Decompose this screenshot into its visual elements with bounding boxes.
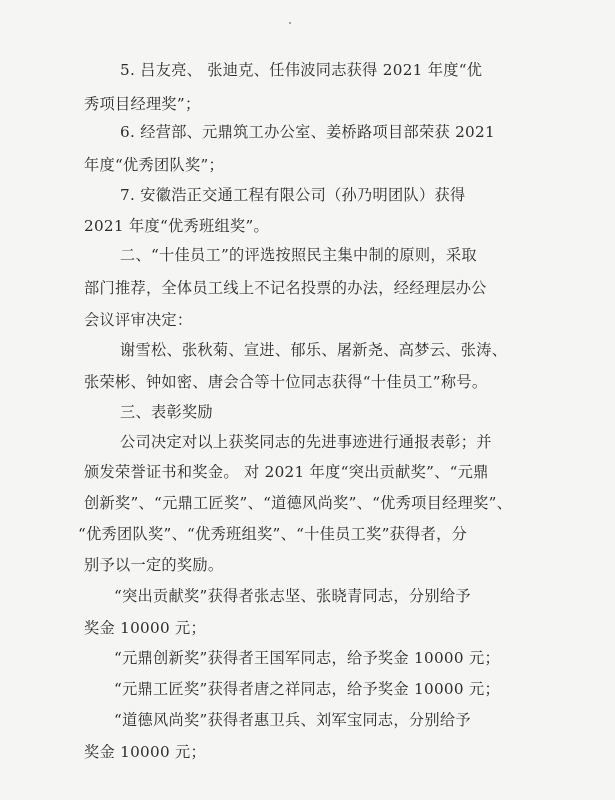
text-line: 创新奖”、“元鼎工匠奖”、“道德风尚奖”、“优秀项目经理奖”、 [84,494,513,512]
text-line: 二、“十佳员工”的评选按照民主集中制的原则，采取 [120,246,477,264]
text-line: 部门推荐，全体员工线上不记名投票的办法，经经理层办公 [84,279,487,297]
text-line: “突出贡献奖”获得者张志坚、张晓青同志，分别给予 [114,587,471,605]
text-line: “元鼎创新奖”获得者王国军同志，给予奖金 10000 元； [114,649,500,667]
text-line: “优秀团队奖”、“优秀班组奖”、“十佳员工奖”获得者，分 [78,525,468,543]
text-line: 2021 年度“优秀班组奖”。 [84,217,270,235]
text-line: 颁发荣誉证书和奖金。 对 2021 年度“突出贡献奖”、“元鼎 [84,463,489,481]
text-line: 7. 安徽浩正交通工程有限公司（孙乃明团队）获得 [120,186,466,204]
text-line: 谢雪松、张秋菊、宣进、郁乐、屠新尧、高梦云、张涛、 [120,341,508,359]
text-line: 公司决定对以上获奖同志的先进事迹进行通报表彰；并 [120,433,492,451]
text-line: 5. 吕友亮、 张迪克、任伟波同志获得 2021 年度“优 [120,61,483,79]
text-line: “元鼎工匠奖”获得者唐之祥同志，给予奖金 10000 元； [114,680,500,698]
text-line: 奖金 10000 元； [84,619,207,637]
text-line: 秀项目经理奖”； [84,95,201,113]
section-heading: 三、表彰奖励 [120,403,213,421]
text-line: 6. 经营部、元鼎筑工办公室、姜桥路项目部荣获 2021 [120,123,495,141]
scan-speck [289,22,291,24]
text-line: 年度“优秀团队奖”； [84,156,225,174]
text-line: 会议评审决定： [84,311,193,329]
text-line: 别予以一定的奖励。 [84,556,224,574]
text-line: “道德风尚奖”获得者惠卫兵、刘军宝同志，分别给予 [114,711,471,729]
text-line: 奖金 10000 元； [84,743,207,761]
text-line: 张荣彬、钟如密、唐会合等十位同志获得“十佳员工”称号。 [84,373,488,391]
